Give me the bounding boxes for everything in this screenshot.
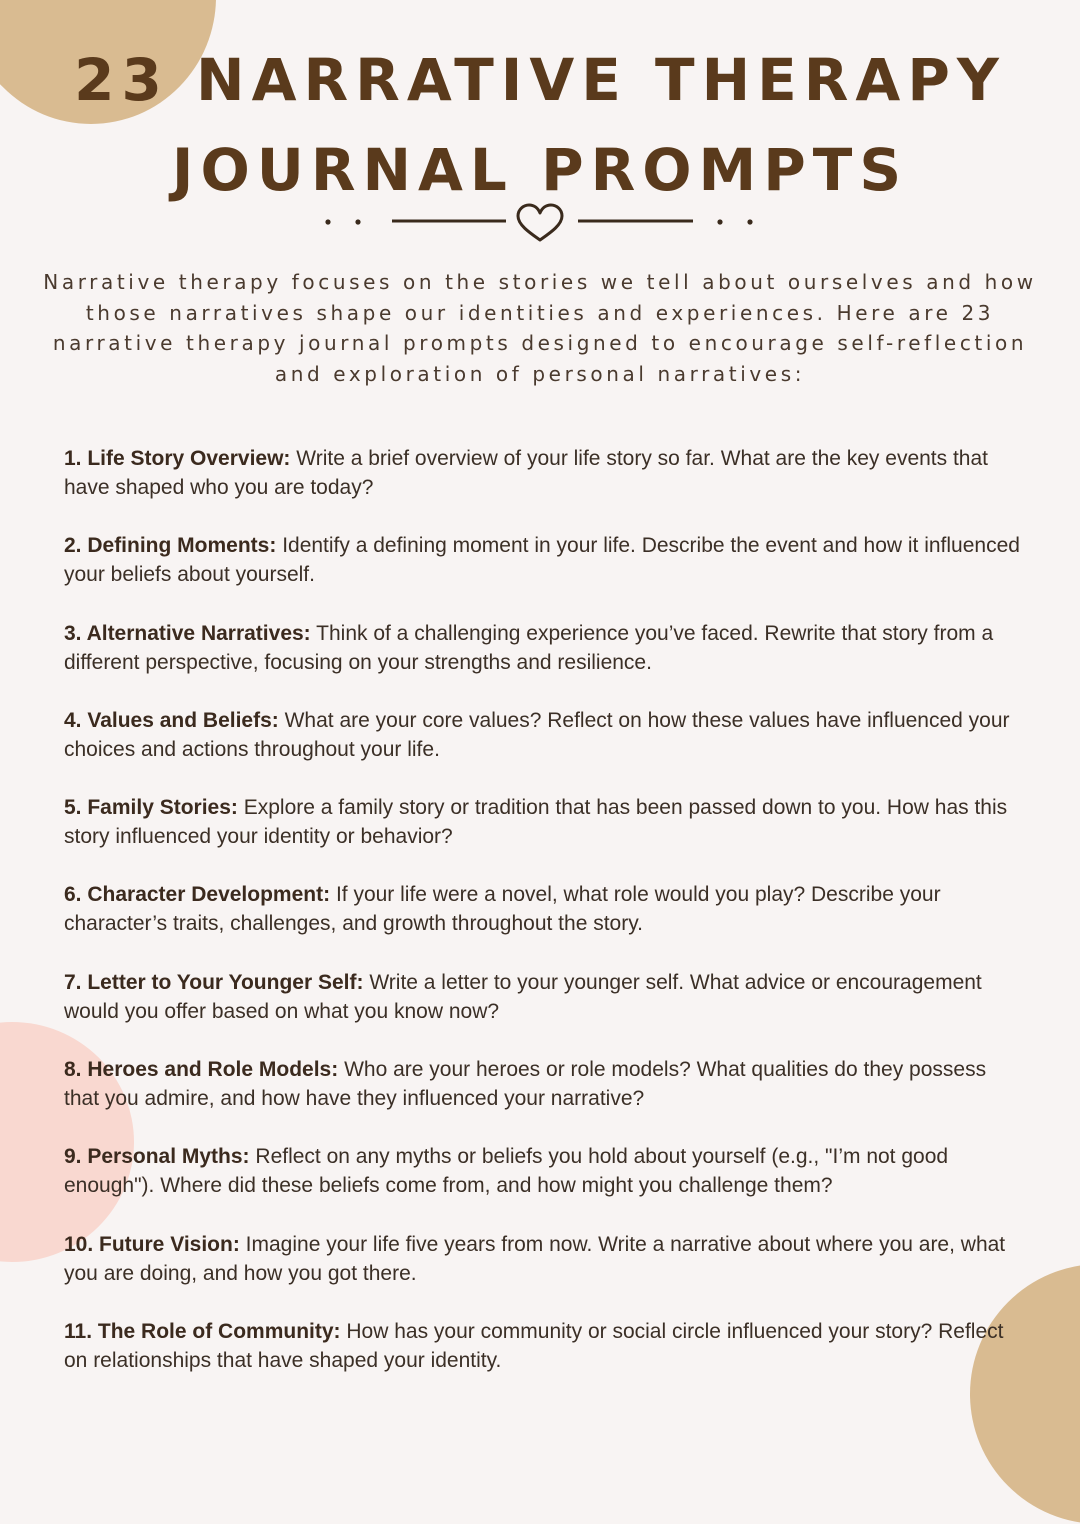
- intro-paragraph: Narrative therapy focuses on the stories we tell about ourselves and how those narratives shape our identities and experiences. Here are 23 narrative therapy journal prompts designed to encourage self-reflection and exploration of personal narratives:: [43, 270, 1037, 386]
- prompt-list: [64, 444, 1024, 1404]
- prompt-item: [64, 793, 1024, 851]
- prompt-text: Identify a defining moment in your life. Describe the event and how it influenced your beliefs about yourself.: [64, 534, 1020, 587]
- title-divider: [310, 198, 770, 248]
- prompt-item: [64, 1055, 1024, 1113]
- prompt-item: [64, 444, 1024, 502]
- prompt-title: 3. Alternative Narratives:: [64, 621, 311, 645]
- prompt-item: [64, 1142, 1024, 1200]
- prompt-title: 7. Letter to Your Younger Self:: [64, 970, 364, 994]
- prompt-text: Who are your heroes or role models? What qualities do they possess that you admire, and how have they influenced your narrative?: [64, 1058, 987, 1111]
- prompt-text: Imagine your life five years from now. Write a narrative about where you are, what you are doing, and how you got there.: [64, 1232, 1006, 1285]
- divider-dot: [355, 219, 360, 224]
- page-title-line-2: JOURNAL PROMPTS: [171, 136, 909, 204]
- prompt-text: Write a brief overview of your life story so far. What are the key events that have shaped who you are today?: [64, 447, 989, 499]
- prompt-item: [64, 619, 1024, 677]
- prompt-text: How has your community or social circle influenced your story? Reflect on relationships that have shaped your identity.: [64, 1319, 1004, 1372]
- prompt-title: 6. Character Development:: [64, 883, 331, 907]
- prompt-title: 1. Life Story Overview:: [64, 447, 291, 470]
- prompt-text: Write a letter to your younger self. What advice or encouragement would you offer based on what you know now?: [64, 970, 982, 1023]
- page-title-line-1: 23 NARRATIVE THERAPY: [74, 46, 1006, 114]
- prompt-title: 8. Heroes and Role Models:: [64, 1058, 339, 1082]
- divider-dot: [325, 219, 330, 224]
- prompt-title: 5. Family Stories:: [64, 796, 238, 820]
- prompt-text: Think of a challenging experience you’ve faced. Rewrite that story from a different perspective, focusing on your strengths and resilience.: [64, 621, 994, 674]
- prompt-title: 4. Values and Beliefs:: [64, 708, 279, 732]
- prompt-title: 9. Personal Myths:: [64, 1145, 250, 1169]
- prompt-title: 10. Future Vision:: [64, 1232, 240, 1256]
- prompt-text: Explore a family story or tradition that has been passed down to you. How has this story influenced your identity or behavior?: [64, 796, 1008, 849]
- prompt-item: [64, 531, 1024, 589]
- prompt-text: If your life were a novel, what role would you play? Describe your character’s traits, challenges, and growth throughout the story.: [64, 883, 941, 936]
- prompt-text: Reflect on any myths or beliefs you hold about yourself (e.g., "I’m not good enough"). Where did these beliefs come from, and how might you challenge them?: [64, 1145, 949, 1198]
- prompt-title: 11. The Role of Community:: [64, 1319, 341, 1343]
- divider-dot: [717, 219, 722, 224]
- prompt-text: What are your core values? Reflect on how these values have influenced your choices and actions throughout your life.: [64, 708, 1010, 761]
- heart-icon: [518, 205, 562, 240]
- prompt-item: [64, 1230, 1024, 1288]
- prompt-item: [64, 880, 1024, 938]
- prompt-item: [64, 1317, 1024, 1375]
- prompt-item: [64, 968, 1024, 1026]
- prompt-item: [64, 706, 1024, 764]
- divider-dot: [747, 219, 752, 224]
- prompt-title: 2. Defining Moments:: [64, 534, 277, 558]
